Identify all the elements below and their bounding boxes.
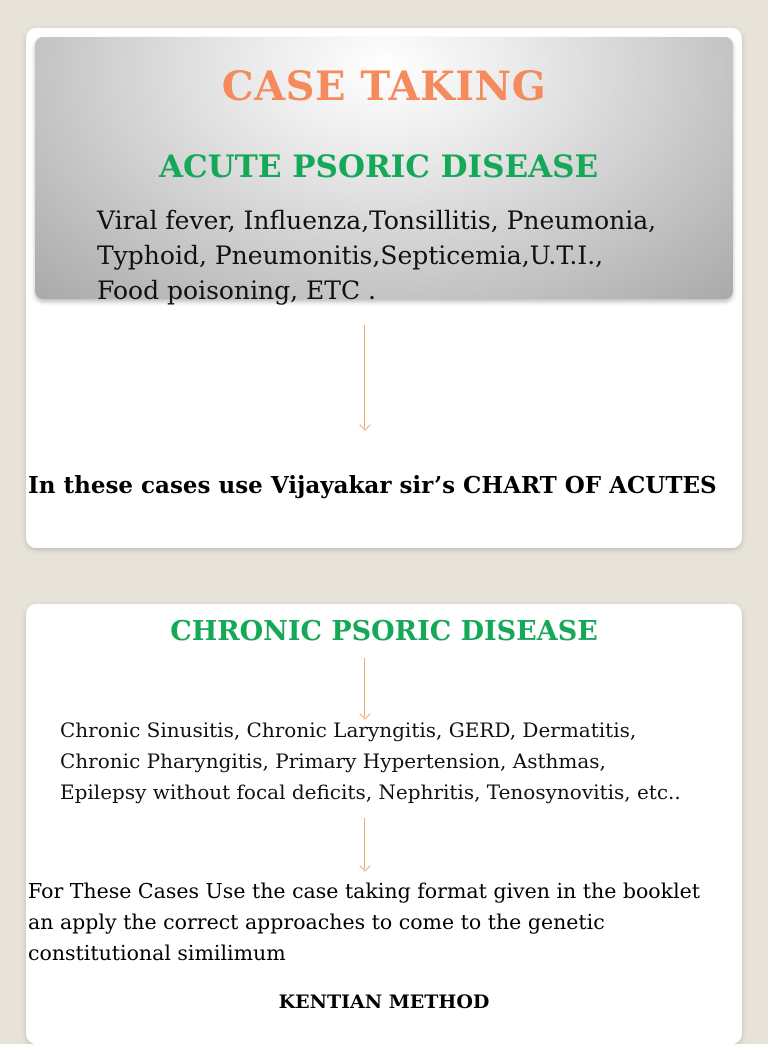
acute-examples-line: Viral fever, Influenza,Tonsillitis, Pneumonia, [97,206,657,235]
chronic-examples [60,715,730,808]
method-heading: KENTIAN METHOD [278,991,490,1013]
slide-case-taking [26,28,742,548]
case-taking-note-line: constitutional similimum [28,941,286,965]
chronic-examples-line: Chronic Sinusitis, Chronic Laryngitis, GERD, Dermatitis, [60,718,637,742]
case-taking-note [28,876,738,969]
title-box [35,37,733,305]
slide-chronic [26,604,742,1044]
acute-examples-line: Typhoid, Pneumonitis,Septicemia,U.T.I., [97,241,604,270]
page-title: CASE TAKING [221,63,547,110]
case-taking-note-line: an apply the correct approaches to come to the genetic [28,910,605,934]
acute-examples-line: Food poisoning, ETC . [97,276,377,305]
case-taking-note-line: For These Cases Use the case taking format given in the booklet [28,879,700,903]
acute-heading: ACUTE PSORIC DISEASE [159,149,599,185]
down-arrow-icon [359,325,371,429]
chronic-examples-line: Epilepsy without focal deficits, Nephritis, Tenosynovitis, etc.. [60,780,681,804]
acute-examples [97,203,717,308]
chronic-heading: CHRONIC PSORIC DISEASE [170,616,598,647]
acute-chart-note: In these cases use Vijayakar sir’s CHART OF ACUTES [28,472,717,499]
down-arrow-icon [359,818,371,870]
down-arrow-icon [359,658,371,718]
chronic-examples-line: Chronic Pharyngitis, Primary Hypertension, Asthmas, [60,749,606,773]
